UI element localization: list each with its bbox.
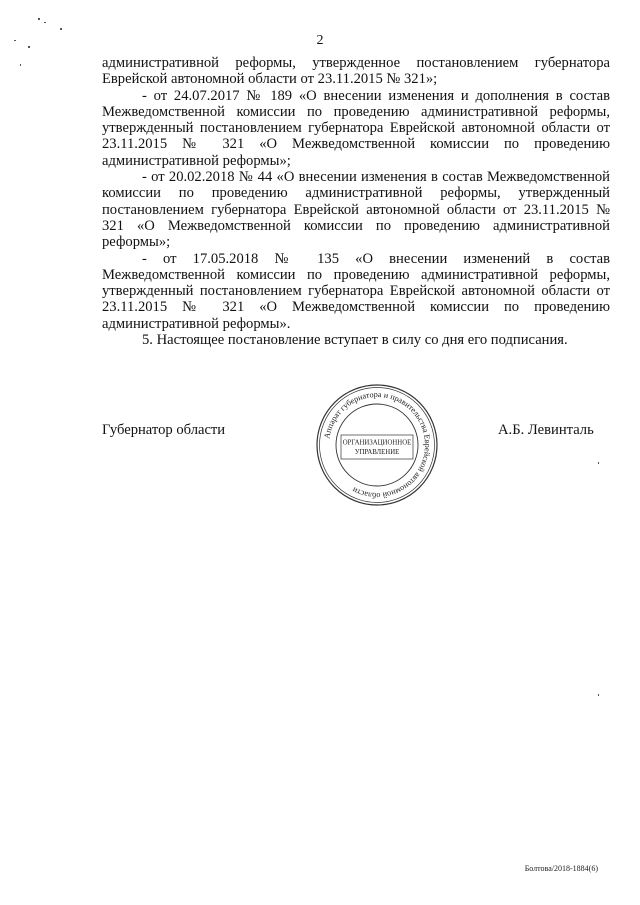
scan-speck: [14, 40, 16, 41]
list-item-amendment-2017: - от 24.07.2017 № 189 «О внесении изменения и дополнения в состав Межведомственной комиссии по проведению административной реформы, утвержденный постановлением губернатора Еврейской автономной области от 23.11.2015 № 321 «О Межведомственной комиссии по проведению административной реформы»;: [102, 87, 610, 169]
scan-speck: [38, 18, 40, 20]
signature-title: Губернатор области: [102, 422, 226, 438]
official-stamp: [315, 383, 439, 507]
stamp-ring-text: Аппарат губернатора и правительства Еврейской автономной области: [322, 389, 433, 501]
scan-speck: [598, 694, 599, 696]
footer-code: Болтова/2018-1884(6): [524, 864, 598, 873]
body-text: [102, 55, 610, 348]
scan-speck: [28, 46, 30, 48]
scan-speck: [44, 22, 46, 23]
scan-speck: [598, 462, 599, 464]
scan-speck: [60, 28, 62, 30]
list-item-amendment-2018-feb: - от 20.02.2018 № 44 «О внесении изменения в состав Межведомственной комиссии по проведению административной реформы, утвержденный постановлением губернатора Еврейской автономной области от 23.11.2015 № 321 «О Межведомственной комиссии по проведению административной реформы»;: [102, 169, 610, 251]
page-number: 2: [316, 33, 324, 48]
signature-name: А.Б. Левинталь: [498, 422, 594, 438]
list-item-amendment-2018-may: - от 17.05.2018 № 135 «О внесении изменений в состав Межведомственной комиссии по проведению административной реформы, утвержденный постановлением губернатора Еврейской автономной области от 23.11.2015 № 321 «О Межведомственной комиссии по проведению административной реформы».: [102, 250, 610, 332]
scan-speck: [20, 64, 21, 66]
paragraph-continuation: административной реформы, утвержденное постановлением губернатора Еврейской автономной области от 23.11.2015 № 321»;: [102, 55, 610, 88]
stamp-center-line1: ОРГАНИЗАЦИОННОЕ: [342, 439, 412, 447]
paragraph-effective-date: 5. Настоящее постановление вступает в силу со дня его подписания.: [142, 332, 568, 349]
stamp-center-line2: УПРАВЛЕНИЕ: [354, 449, 400, 456]
